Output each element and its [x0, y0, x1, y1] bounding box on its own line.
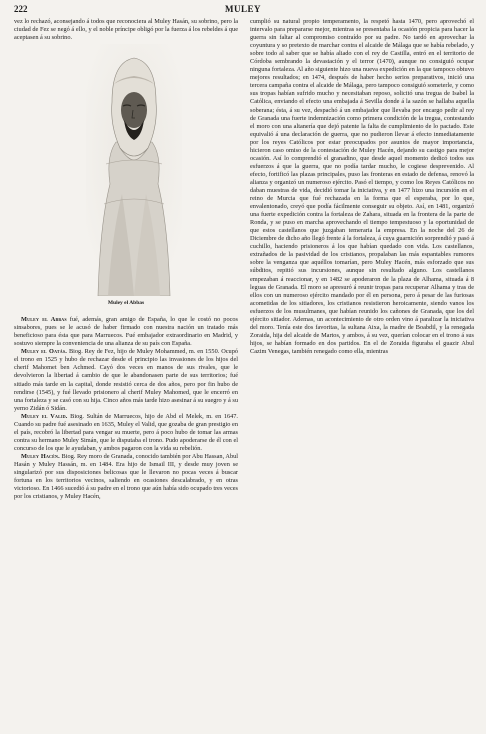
paragraph-text: fué, además, gran amigo de España, lo que le costó no pocos sinsabores, pues se le acusó de haber firmado con nuestra nación un tratado más beneficioso para ésta que para Marruecos. Fué embajador extraordinario en Madrid, y sostuvo siempre la conveniencia de una alianza de su país con España.: [14, 316, 238, 348]
entry-headword: Muley el Abbas: [21, 316, 67, 324]
right-column: [250, 18, 474, 356]
entry-headword: Muley el Valid.: [21, 412, 68, 420]
running-title: MULEY: [225, 4, 261, 14]
paragraph-text: cumplió su natural propio temperamento, la respetó hasta 1470, pero aprovechó el intervalo para prepararse mejor, mientras se presentaba la ocasión propicia para hacer la guerra sin faltar al compromiso contraído por su padre. No tardó en aprovechar la coyuntura y so pretexto de marchar contra el alcaide de Málaga que se había rebelado, y sobre todo al saber que se había aliado con el rey de Castilla, entró en el territorio de Córdoba sembrando la devastación y el terror (1470), aunque no consiguió ocupar ninguna fortaleza. Al año siguiente hizo una nueva expedición en la que tampoco obtuvo mejores resultados; en 1474, después de haber hecho serios preparativos, inició una tercera campaña contra el alcaide de Málaga, pero tampoco consiguió someterle, y como sus tropas habían sufrido mucho y necesitaban reposo, solicitó una tregua de Isabel la Católica, enviando el efecto una embajada á Sevilla donde á la sazón se hallaba aquella soberana; ésta, á su vez, despachó á un embajador que llevaba por encargo pedir al rey de Granada una fuerte indemnización como primera condición de la tregua, contestando el moro con una altanería que dejó patente la falta de cumplimiento de lo pactado. Este equivalió á una declaración de guerra, que no pudieron llevar á efecto inmediatamente por los reyes Católicos por estar preocupados por asuntos de mayor importancia, hicieron caso omiso de la contestación de Muley Hacén, dejando su castigo para mejor ocasión. Así lo comprendió el granadino, que desde aquel momento dedicó todos sus esfuerzos á que la guerra, que no podía tardar mucho, le cogiese desprevenido. Al efecto, fortificó las plazas principales, puso las fronteras en estado de defensa, renovó la alianza y organizó un numeroso ejército. Pasó el tiempo, y como los Reyes Católicos no daban muestras de vida, decidió tomar la iniciativa, y en 1477 hizo una incursión en el reino de Murcia que fué rechazada en la forma que el esperaba, por lo que, envalentonado, creyó que podía fácilmente conseguir su objeto. Así, en 1481, organizó una fuerte expedición contra la fortaleza de Zahara, situada en la frontera de la parte de Ronda, y se puso en marcha aprovechando el tiempo tempestuoso y la oportunidad de que estos castellanos que juzgaban temeraria la empresa. En la noche del 26 de Diciembre de dicho año llegó frente á la fortaleza, á cuya guarnición sorprendió y pasó á cuchillo, haciendo prisioneros á los que habían quedado con vida. Los castellanos, extrañados de la pasividad de los cristianos, propalaban las más espantables rumores sobre la venganza que aquéllos tomarían, pero Muley Hacén, más esforzado que sus súbditos, repitió sus incursiones, aunque sin resultado alguno. Los castellanos empezaban á reaccionar, y en 1482 se apoderaron de la plaza de Alhama, situada á 8 leguas de Granada. El moro se apresuró á reunir tropas para recuperar Alhama y tras de ellos con un numeroso ejército mandado por él en persona, pero á pesar de las furiosas acometidas de los sitiadores, los cristianos resistieron heroicamente, siendo vanos los esfuerzos de los musulmanes, que habían reunido los cañones de Granada, que los del ejército sitiador. Ademas, un acontecimiento de otro orden vino á paralizar la iniciativa del moro. Tenía este dos favoritas, la sultana Aixa, la madre de Boabdil, y la renegada Zoraida, hija del alcaide de Martos, y ambos, á su vez, querían colocar en el trono á sus hijos, se habían formado en dos partidos. En el de Zoraida figuraba el guazir Abul Cazim Venegas, también renegado como ella, mientras: [250, 18, 474, 355]
left-column: [14, 18, 238, 501]
entry-headword: Muley Hacén.: [21, 452, 60, 460]
paragraph-text: vez lo rechazó, aconsejando á todos que reconociera al Muley Hasán, su sobrino, pero la ciudad de Fez se negó á ello, y el noble príncipe obligó por la fuerza á los rebeldes á que aceptasen á su sobrino.: [14, 18, 238, 42]
paragraph: [14, 413, 238, 453]
paragraph-text: Biog. Sultán de Marruecos, hijo de Abd el Melek, m. en 1647. Cuando su padre fué asesinado en 1635, Muley el Valid, que gozaba de gran prestigio en el país, recobró la libertad para vengar su muerte, pero á poco hubo de tomar las armas contra su hermano Muley Simán, que le disputaba el trono. Pudo apoderarse de él con el concurso de los que le ayudaban, y ambos pagaron con la vida su rebelión.: [14, 412, 238, 452]
paragraph: [250, 18, 474, 356]
paragraph: [14, 316, 238, 348]
figure-caption: Muley el Abbas: [107, 300, 145, 307]
portrait-engraving-icon: [86, 44, 182, 296]
paragraph: [14, 18, 238, 42]
figure: [14, 44, 238, 316]
portrait-image: [86, 44, 182, 296]
paragraph-text: Biog. Rey de Fez, hijo de Muley Mohammed, m. en 1550. Ocupó el trono en 1525 y hubo de rechazar desde el principio las invasiones de los hijos del cherif Mahomet ben Achmed. Cayó dos veces en manos de sus rivales, que le devolvieron la libertad á cambio de que le abandonasen parte de sus territorios; fué sitiado más tarde en la capital, donde resistió cerca de dos años, pero por fin hubo de rendirse (1545), y fué llevado prisionero al cherif Muley Mahomed, que le encerró en una fortaleza y se casó con su hija. Cinco años más tarde hizo asesinar á su suegro y á su yerno Zidán ó Sidán.: [14, 348, 238, 412]
paragraph: [14, 348, 238, 412]
entry-headword: Muley el Oatás.: [21, 348, 68, 356]
paragraph: [14, 453, 238, 501]
page-number: 222: [14, 4, 28, 14]
page-header: [14, 4, 472, 16]
paragraph-text: Biog. Rey moro de Granada, conocido también por Abu Hassan, Abul Hasán y Muley Hassán, m. en 1484. Era hijo de Ismail III, y desde muy joven se singularizó por sus disposiciones belicosas que le llevaron no pocas veces á buscar fortuna en los territorios vecinos, saliendo en ocasiones descalabrado, y en otras victorioso. En 1466 sucedió á su padre en el trono que aún había sido ocupado tres veces por los cristianos, y Muley Hacén,: [14, 452, 238, 501]
